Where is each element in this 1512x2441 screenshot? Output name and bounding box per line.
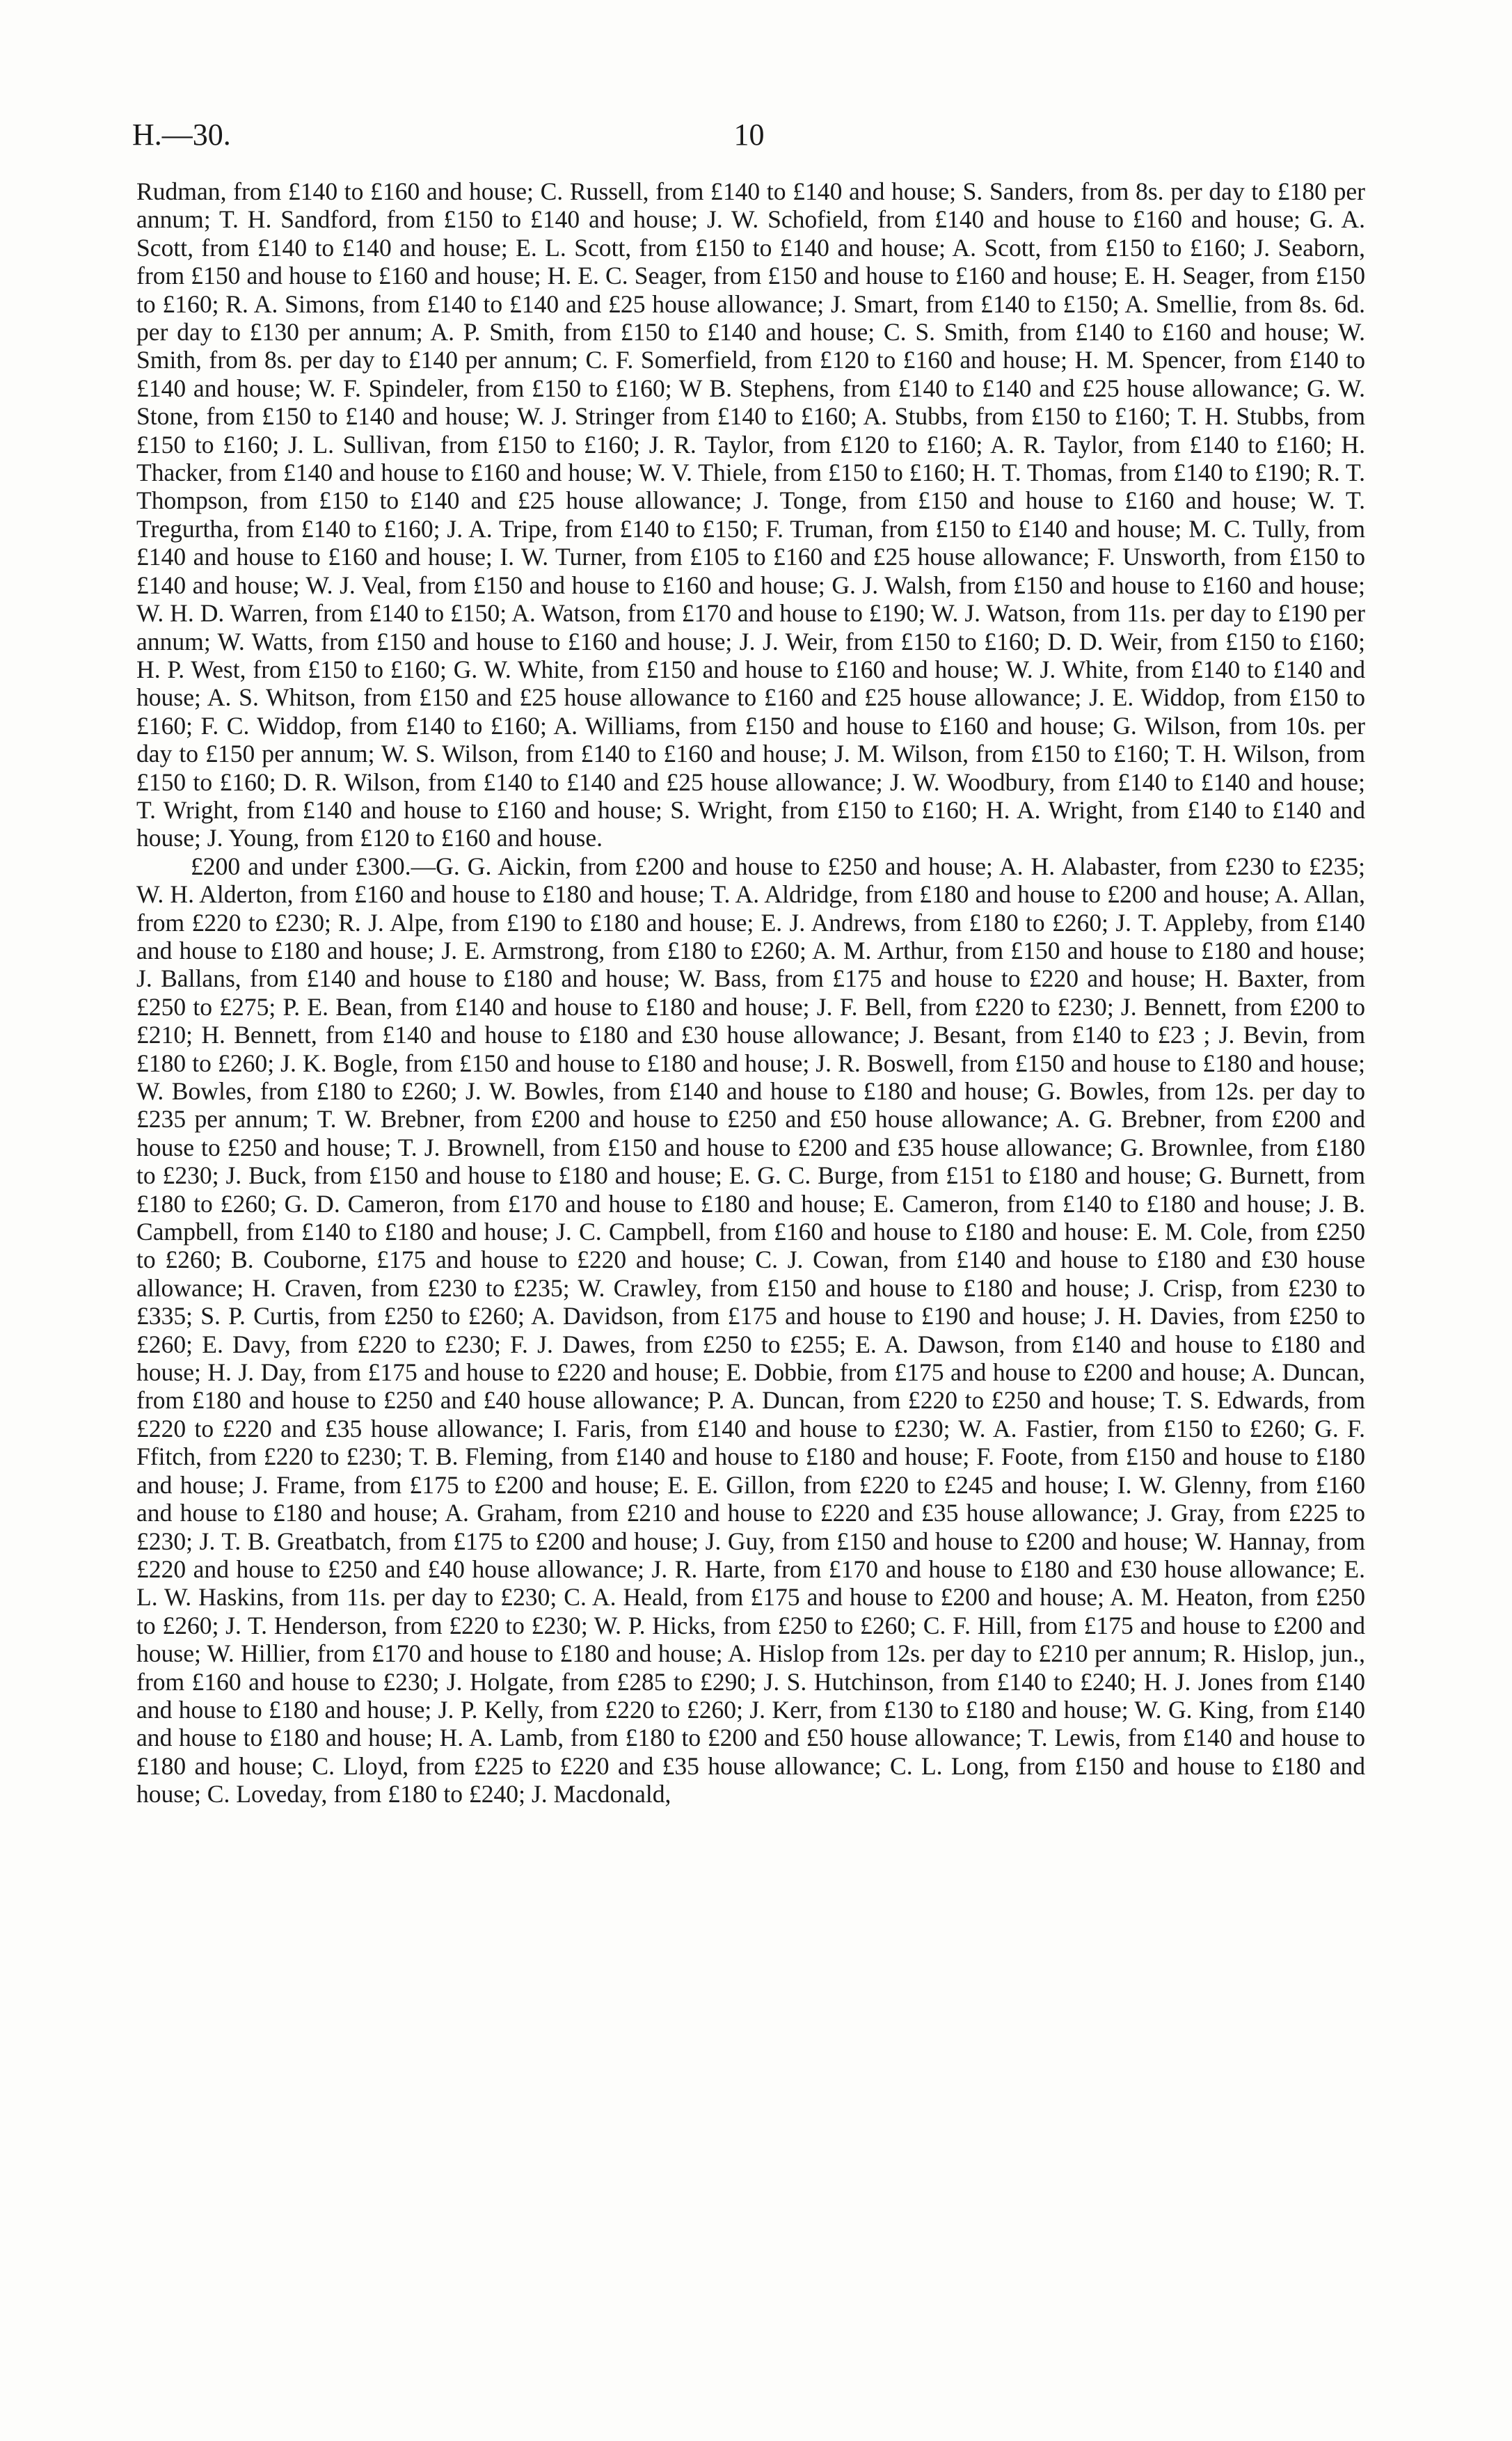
series-reference: H.—30.: [132, 118, 231, 152]
paragraph-salary-200-to-300: £200 and under £300.—G. G. Aickin, from £200 and house to £250 and house; A. H. Alabaster, from £230 to £235; W. H. Alderton, from £160 and house to £180 and house; T. A. Aldridge, from £180 and house to £200 and house; A. Allan, from £220 to £230; R. J. Alpe, from £190 to £180 and house; E. J. Andrews, from £180 to £260; J. T. Appleby, from £140 and house to £180 and house; J. E. Armstrong, from £180 to £260; A. M. Arthur, from £150 and house to £180 and house; J. Ballans, from £140 and house to £180 and house; W. Bass, from £175 and house to £220 and house; H. Baxter, from £250 to £275; P. E. Bean, from £140 and house to £180 and house; J. F. Bell, from £220 to £230; J. Bennett, from £200 to £210; H. Bennett, from £140 and house to £180 and £30 house allowance; J. Besant, from £140 to £23 ; J. Bevin, from £180 to £260; J. K. Bogle, from £150 and house to £180 and house; J. R. Boswell, from £150 and house to £180 and house; W. Bowles, from £180 to £260; J. W. Bowles, from £140 and house to £180 and house; G. Bowles, from 12s. per day to £235 per annum; T. W. Brebner, from £200 and house to £250 and £50 house allowance; A. G. Brebner, from £200 and house to £250 and house; T. J. Brownell, from £150 and house to £200 and £35 house allowance; G. Brownlee, from £180 to £230; J. Buck, from £150 and house to £180 and house; E. G. C. Burge, from £151 to £180 and house; G. Burnett, from £180 to £260; G. D. Cameron, from £170 and house to £180 and house; E. Cameron, from £140 to £180 and house; J. B. Campbell, from £140 to £180 and house; J. C. Campbell, from £160 and house to £180 and house: E. M. Cole, from £250 to £260; B. Couborne, £175 and house to £220 and house; C. J. Cowan, from £140 and house to £180 and £30 house allowance; H. Craven, from £230 to £235; W. Crawley, from £150 and house to £180 and house; J. Crisp, from £230 to £335; S. P. Curtis, from £250 to £260; A. Davidson, from £175 and house to £190 and house; J. H. Davies, from £250 to £260; E. Davy, from £220 to £230; F. J. Dawes, from £250 to £255; E. A. Dawson, from £140 and house to £180 and house; H. J. Day, from £175 and house to £220 and house; E. Dobbie, from £175 and house to £200 and house; A. Duncan, from £180 and house to £250 and £40 house allowance; P. A. Duncan, from £220 to £250 and house; T. S. Edwards, from £220 to £220 and £35 house allowance; I. Faris, from £140 and house to £230; W. A. Fastier, from £150 to £260; G. F. Ffitch, from £220 to £230; T. B. Fleming, from £140 and house to £180 and house; F. Foote, from £150 and house to £180 and house; J. Frame, from £175 to £200 and house; E. E. Gillon, from £220 to £245 and house; I. W. Glenny, from £160 and house to £180 and house; A. Graham, from £210 and house to £220 and £35 house allowance; J. Gray, from £225 to £230; J. T. B. Greatbatch, from £175 to £200 and house; J. Guy, from £150 and house to £200 and house; W. Hannay, from £220 and house to £250 and £40 house allowance; J. R. Harte, from £170 and house to £180 and £30 house allowance; E. L. W. Haskins, from 11s. per day to £230; C. A. Heald, from £175 and house to £200 and house; A. M. Heaton, from £250 to £260; J. T. Henderson, from £220 to £230; W. P. Hicks, from £250 to £260; C. F. Hill, from £175 and house to £200 and house; W. Hillier, from £170 and house to £180 and house; A. Hislop from 12s. per day to £210 per annum; R. Hislop, jun., from £160 and house to £230; J. Holgate, from £285 to £290; J. S. Hutchinson, from £140 to £240; H. J. Jones from £140 and house to £180 and house; J. P. Kelly, from £220 to £260; J. Kerr, from £130 to £180 and house; W. G. King, from £140 and house to £180 and house; H. A. Lamb, from £180 to £200 and £50 house allowance; T. Lewis, from £140 and house to £180 and house; C. Lloyd, from £225 to £220 and £35 house allowance; C. L. Long, from £150 and house to £180 and house; C. Loveday, from £180 to £240; J. Macdonald,: [136, 852, 1365, 1808]
document-body: [136, 177, 1365, 2321]
paragraph-salary-list-continued: Rudman, from £140 to £160 and house; C. Russell, from £140 to £140 and house; S. Sanders, from 8s. per day to £180 per annum; T. H. Sandford, from £150 to £140 and house; J. W. Schofield, from £140 and house to £160 and house; G. A. Scott, from £140 to £140 and house; E. L. Scott, from £150 to £140 and house; A. Scott, from £150 to £160; J. Seaborn, from £150 and house to £160 and house; H. E. C. Seager, from £150 and house to £160 and house; E. H. Seager, from £150 to £160; R. A. Simons, from £140 to £140 and £25 house allowance; J. Smart, from £140 to £150; A. Smellie, from 8s. 6d. per day to £130 per annum; A. P. Smith, from £150 to £140 and house; C. S. Smith, from £140 to £160 and house; W. Smith, from 8s. per day to £140 per annum; C. F. Somerfield, from £120 to £160 and house; H. M. Spencer, from £140 to £140 and house; W. F. Spindeler, from £150 to £160; W B. Stephens, from £140 to £140 and £25 house allowance; G. W. Stone, from £150 to £140 and house; W. J. Stringer from £140 to £160; A. Stubbs, from £150 to £160; T. H. Stubbs, from £150 to £160; J. L. Sullivan, from £150 to £160; J. R. Taylor, from £120 to £160; A. R. Taylor, from £140 to £160; H. Thacker, from £140 and house to £160 and house; W. V. Thiele, from £150 to £160; H. T. Thomas, from £140 to £190; R. T. Thompson, from £150 to £140 and £25 house allowance; J. Tonge, from £150 and house to £160 and house; W. T. Tregurtha, from £140 to £160; J. A. Tripe, from £140 to £150; F. Truman, from £150 to £140 and house; M. C. Tully, from £140 and house to £160 and house; I. W. Turner, from £105 to £160 and £25 house allowance; F. Unsworth, from £150 to £140 and house; W. J. Veal, from £150 and house to £160 and house; G. J. Walsh, from £150 and house to £160 and house; W. H. D. Warren, from £140 to £150; A. Watson, from £170 and house to £190; W. J. Watson, from 11s. per day to £190 per annum; W. Watts, from £150 and house to £160 and house; J. J. Weir, from £150 to £160; D. D. Weir, from £150 to £160; H. P. West, from £150 to £160; G. W. White, from £150 and house to £160 and house; W. J. White, from £140 to £140 and house; A. S. Whitson, from £150 and £25 house allowance to £160 and £25 house allowance; J. E. Widdop, from £150 to £160; F. C. Widdop, from £140 to £160; A. Williams, from £150 and house to £160 and house; G. Wilson, from 10s. per day to £150 per annum; W. S. Wilson, from £140 to £160 and house; J. M. Wilson, from £150 to £160; T. H. Wilson, from £150 to £160; D. R. Wilson, from £140 to £140 and £25 house allowance; J. W. Woodbury, from £140 to £140 and house; T. Wright, from £140 and house to £160 and house; S. Wright, from £150 to £160; H. A. Wright, from £140 to £140 and house; J. Young, from £120 to £160 and house.: [136, 177, 1365, 852]
page-header: [132, 117, 1366, 159]
page-number: 10: [733, 118, 765, 152]
